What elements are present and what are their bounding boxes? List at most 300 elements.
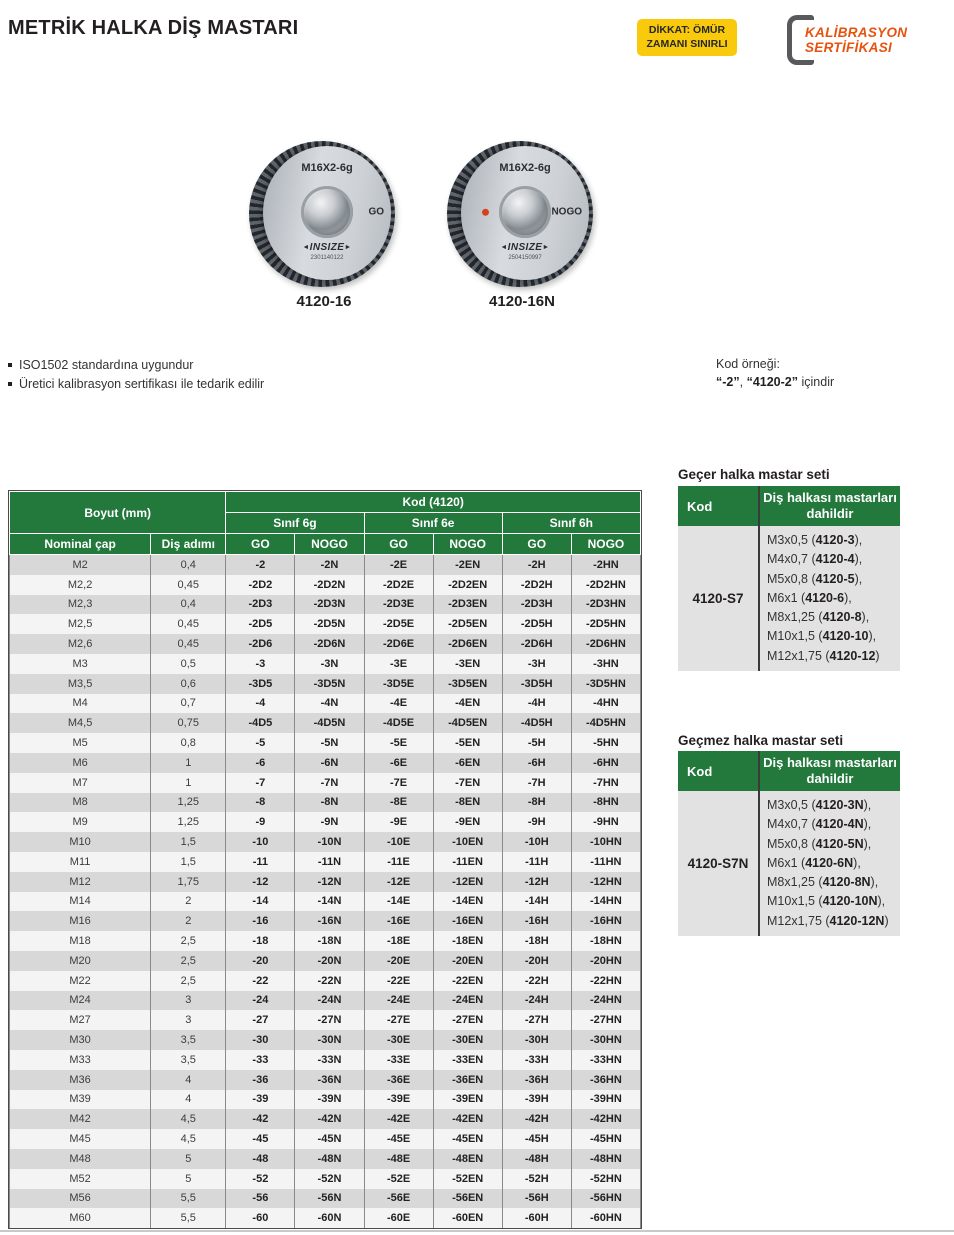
- code-cell: -52E: [364, 1169, 433, 1189]
- code-cell: -42EN: [433, 1109, 502, 1129]
- code-cell: -12EN: [433, 872, 502, 892]
- code-cell: -18E: [364, 931, 433, 951]
- code-cell: -7EN: [433, 773, 502, 793]
- product-code-label: 4120-16N: [489, 293, 555, 310]
- header-nogo: NOGO: [433, 534, 502, 555]
- code-cell: -4E: [364, 694, 433, 714]
- table-row: [10, 1149, 641, 1169]
- header-sinif-6e: Sınıf 6e: [364, 513, 502, 534]
- code-cell: -30E: [364, 1030, 433, 1050]
- size-cell: M3: [10, 654, 151, 674]
- code-cell: -2D6: [226, 634, 295, 654]
- nogo-red-dot: [482, 209, 489, 216]
- code-cell: -3N: [295, 654, 364, 674]
- code-cell: -2E: [364, 555, 433, 575]
- size-cell: M14: [10, 892, 151, 912]
- size-cell: M52: [10, 1169, 151, 1189]
- code-cell: -16EN: [433, 911, 502, 931]
- code-cell: -52N: [295, 1169, 364, 1189]
- code-cell: -33H: [502, 1050, 571, 1070]
- ring-face: [263, 146, 391, 280]
- code-cell: -12E: [364, 872, 433, 892]
- code-cell: -24EN: [433, 991, 502, 1011]
- set-item-line: M3x0,5 (4120-3N),: [767, 798, 872, 812]
- code-cell: -16E: [364, 911, 433, 931]
- code-cell: -39E: [364, 1090, 433, 1110]
- header-nogo: NOGO: [295, 534, 364, 555]
- code-example-bold1: “-2”: [716, 375, 740, 389]
- size-cell: 0,4: [151, 595, 226, 615]
- size-cell: M20: [10, 951, 151, 971]
- set-item-code: 4120-4N: [815, 817, 864, 832]
- set-item-line: M12x1,75 (4120-12): [767, 648, 880, 663]
- size-cell: M18: [10, 931, 151, 951]
- code-cell: -10: [226, 832, 295, 852]
- code-cell: -4D5EN: [433, 713, 502, 733]
- code-cell: -2D5EN: [433, 614, 502, 634]
- code-cell: -3EN: [433, 654, 502, 674]
- set-item-line: M10x1,5 (4120-10),: [767, 629, 877, 644]
- code-cell: -16: [226, 911, 295, 931]
- code-cell: -30N: [295, 1030, 364, 1050]
- code-cell: -2D6H: [502, 634, 571, 654]
- code-cell: -2D3HN: [571, 595, 640, 615]
- code-cell: -2HN: [571, 555, 640, 575]
- code-cell: -42: [226, 1109, 295, 1129]
- code-cell: -5EN: [433, 733, 502, 753]
- code-cell: -56HN: [571, 1189, 640, 1209]
- code-cell: -60N: [295, 1208, 364, 1228]
- ring-face: [461, 146, 589, 280]
- code-cell: -60: [226, 1208, 295, 1228]
- size-cell: 3,5: [151, 1050, 226, 1070]
- table-row: [10, 674, 641, 694]
- ring-marking: M16X2-6g: [301, 162, 353, 174]
- code-cell: -7H: [502, 773, 571, 793]
- code-cell: -18N: [295, 931, 364, 951]
- code-cell: -2D6E: [364, 634, 433, 654]
- code-cell: -9: [226, 812, 295, 832]
- code-cell: -8HN: [571, 793, 640, 813]
- code-cell: -39: [226, 1090, 295, 1110]
- code-cell: -36: [226, 1070, 295, 1090]
- certificate-logo-text: [805, 25, 907, 55]
- set-code: 4120-S7N: [678, 791, 758, 936]
- code-cell: -6E: [364, 753, 433, 773]
- set-item-code: 4120-5N: [815, 836, 864, 851]
- code-cell: -33: [226, 1050, 295, 1070]
- insize-brand-logo: ◄ INSIZE ►: [263, 242, 391, 253]
- code-cell: -2D5HN: [571, 614, 640, 634]
- code-cell: -48HN: [571, 1149, 640, 1169]
- code-cell: -9HN: [571, 812, 640, 832]
- code-cell: -8EN: [433, 793, 502, 813]
- table-row: [10, 872, 641, 892]
- header-nogo: NOGO: [571, 534, 640, 555]
- code-cell: -5H: [502, 733, 571, 753]
- ring-knurled-edge: [447, 141, 593, 287]
- code-cell: -33HN: [571, 1050, 640, 1070]
- code-cell: -16HN: [571, 911, 640, 931]
- code-cell: -9N: [295, 812, 364, 832]
- code-cell: -22N: [295, 971, 364, 991]
- spec-table-container: [8, 490, 642, 1229]
- table-row: [10, 812, 641, 832]
- code-cell: -2D5: [226, 614, 295, 634]
- size-cell: 5: [151, 1169, 226, 1189]
- code-cell: -20E: [364, 951, 433, 971]
- code-cell: -2: [226, 555, 295, 575]
- table-row: [10, 1109, 641, 1129]
- header-go: GO: [502, 534, 571, 555]
- code-cell: -5E: [364, 733, 433, 753]
- table-row: [10, 713, 641, 733]
- set-code: 4120-S7: [678, 526, 758, 671]
- header-boyut: Boyut (mm): [10, 492, 226, 534]
- set-item-code: 4120-3: [815, 533, 855, 547]
- table-row: [10, 832, 641, 852]
- nogo-label: NOGO: [551, 206, 582, 218]
- size-cell: 3: [151, 991, 226, 1011]
- size-cell: 5: [151, 1149, 226, 1169]
- code-cell: -2D2: [226, 575, 295, 595]
- size-cell: 1,5: [151, 832, 226, 852]
- set-item-code: 4120-6N: [805, 855, 854, 870]
- code-cell: -42HN: [571, 1109, 640, 1129]
- code-cell: -4D5HN: [571, 713, 640, 733]
- table-row: [10, 991, 641, 1011]
- size-cell: M24: [10, 991, 151, 1011]
- size-cell: 1,25: [151, 812, 226, 832]
- code-cell: -16N: [295, 911, 364, 931]
- code-cell: -11E: [364, 852, 433, 872]
- code-cell: -27: [226, 1010, 295, 1030]
- code-cell: -6HN: [571, 753, 640, 773]
- code-cell: -42E: [364, 1109, 433, 1129]
- code-cell: -33E: [364, 1050, 433, 1070]
- feature-list: [8, 356, 264, 393]
- set-item-line: M10x1,5 (4120-10N),: [767, 894, 886, 909]
- go-set-table: [678, 486, 900, 671]
- size-cell: 2,5: [151, 951, 226, 971]
- header-sinif-6g: Sınıf 6g: [226, 513, 364, 534]
- code-cell: -45H: [502, 1129, 571, 1149]
- size-cell: M2,3: [10, 595, 151, 615]
- code-example-tail: içindir: [798, 375, 835, 389]
- size-cell: M11: [10, 852, 151, 872]
- code-cell: -27EN: [433, 1010, 502, 1030]
- code-cell: -16H: [502, 911, 571, 931]
- set-item-line: M3x0,5 (4120-3),: [767, 533, 863, 547]
- code-example-note: [716, 355, 834, 391]
- feature-text: Üretici kalibrasyon sertifikası ile tedarik edilir: [19, 376, 265, 391]
- code-cell: -2D2E: [364, 575, 433, 595]
- code-cell: -2D3H: [502, 595, 571, 615]
- size-cell: M42: [10, 1109, 151, 1129]
- size-cell: 4,5: [151, 1129, 226, 1149]
- set-item-line: M8x1,25 (4120-8N),: [767, 875, 879, 890]
- product-photo-nogo-ring: [447, 141, 597, 316]
- ring-thread-hole: [301, 186, 353, 238]
- code-cell: -45HN: [571, 1129, 640, 1149]
- table-row: [10, 1129, 641, 1149]
- table-row: [10, 614, 641, 634]
- code-cell: -36N: [295, 1070, 364, 1090]
- code-cell: -30HN: [571, 1030, 640, 1050]
- ring-marking: M16X2-6g: [499, 162, 551, 174]
- set-header-contents: Diş halkası mastarları dahildir: [758, 486, 900, 526]
- size-cell: M10: [10, 832, 151, 852]
- code-cell: -48H: [502, 1149, 571, 1169]
- code-cell: -45E: [364, 1129, 433, 1149]
- size-cell: 1: [151, 753, 226, 773]
- size-cell: 1,5: [151, 852, 226, 872]
- size-cell: M4: [10, 694, 151, 714]
- code-cell: -7HN: [571, 773, 640, 793]
- set-item-code: 4120-12: [829, 648, 876, 663]
- code-cell: -22E: [364, 971, 433, 991]
- go-label: GO: [368, 206, 384, 218]
- size-cell: 1: [151, 773, 226, 793]
- code-cell: -2D3E: [364, 595, 433, 615]
- code-cell: -3D5N: [295, 674, 364, 694]
- code-cell: -8N: [295, 793, 364, 813]
- code-cell: -3D5: [226, 674, 295, 694]
- table-row: [10, 1010, 641, 1030]
- code-cell: -39EN: [433, 1090, 502, 1110]
- table-row: [10, 733, 641, 753]
- size-cell: M2,5: [10, 614, 151, 634]
- size-cell: 0,45: [151, 575, 226, 595]
- feature-item: [8, 375, 264, 394]
- product-code-label: 4120-16: [296, 293, 352, 310]
- code-cell: -14: [226, 892, 295, 912]
- code-cell: -27N: [295, 1010, 364, 1030]
- code-cell: -20: [226, 951, 295, 971]
- header-go: GO: [226, 534, 295, 555]
- product-photo-go-ring: [249, 141, 399, 316]
- code-cell: -33N: [295, 1050, 364, 1070]
- code-cell: -2D3EN: [433, 595, 502, 615]
- code-cell: -60H: [502, 1208, 571, 1228]
- size-cell: M5: [10, 733, 151, 753]
- code-cell: -6N: [295, 753, 364, 773]
- code-cell: -10EN: [433, 832, 502, 852]
- code-cell: -11: [226, 852, 295, 872]
- code-cell: -2D2N: [295, 575, 364, 595]
- code-cell: -36HN: [571, 1070, 640, 1090]
- size-cell: M30: [10, 1030, 151, 1050]
- code-cell: -7: [226, 773, 295, 793]
- code-cell: -2D5H: [502, 614, 571, 634]
- set-item-line: M6x1 (4120-6N),: [767, 855, 861, 870]
- table-row: [10, 1030, 641, 1050]
- size-cell: 2: [151, 911, 226, 931]
- code-cell: -45N: [295, 1129, 364, 1149]
- set-item-code: 4120-10: [822, 629, 869, 644]
- code-cell: -6H: [502, 753, 571, 773]
- code-cell: -6: [226, 753, 295, 773]
- warning-line-2: ZAMANI SINIRLI: [646, 37, 728, 50]
- code-cell: -45EN: [433, 1129, 502, 1149]
- code-cell: -33EN: [433, 1050, 502, 1070]
- code-cell: -3: [226, 654, 295, 674]
- size-cell: M6: [10, 753, 151, 773]
- set-item-code: 4120-10N: [822, 894, 878, 909]
- code-cell: -5HN: [571, 733, 640, 753]
- bullet-square-icon: [8, 363, 12, 367]
- size-cell: M56: [10, 1189, 151, 1209]
- set-item-line: M6x1 (4120-6),: [767, 590, 852, 605]
- set-item-line: M8x1,25 (4120-8),: [767, 610, 870, 625]
- code-cell: -5: [226, 733, 295, 753]
- code-cell: -4D5E: [364, 713, 433, 733]
- code-cell: -39N: [295, 1090, 364, 1110]
- size-cell: 0,4: [151, 555, 226, 575]
- set-item-code: 4120-3N: [815, 798, 864, 812]
- table-row: [10, 1090, 641, 1110]
- certificate-text-line1: KALİBRASYON: [805, 25, 908, 40]
- size-cell: 0,6: [151, 674, 226, 694]
- code-cell: -52EN: [433, 1169, 502, 1189]
- code-cell: -18HN: [571, 931, 640, 951]
- code-cell: -4HN: [571, 694, 640, 714]
- table-row: [10, 892, 641, 912]
- code-cell: -27E: [364, 1010, 433, 1030]
- size-cell: 4,5: [151, 1109, 226, 1129]
- code-cell: -48N: [295, 1149, 364, 1169]
- table-row: [10, 753, 641, 773]
- code-cell: -56EN: [433, 1189, 502, 1209]
- size-cell: M39: [10, 1090, 151, 1110]
- code-cell: -60EN: [433, 1208, 502, 1228]
- code-cell: -2D2H: [502, 575, 571, 595]
- code-cell: -8: [226, 793, 295, 813]
- size-cell: 4: [151, 1090, 226, 1110]
- code-cell: -6EN: [433, 753, 502, 773]
- table-row: [10, 931, 641, 951]
- spec-table-header: [10, 492, 641, 555]
- size-cell: M27: [10, 1010, 151, 1030]
- code-cell: -2D2EN: [433, 575, 502, 595]
- size-cell: 2: [151, 892, 226, 912]
- size-cell: M60: [10, 1208, 151, 1228]
- set-item-code: 4120-8: [822, 610, 862, 625]
- table-row: [10, 555, 641, 575]
- code-cell: -52: [226, 1169, 295, 1189]
- table-row: [10, 852, 641, 872]
- size-cell: M2,2: [10, 575, 151, 595]
- code-cell: -7N: [295, 773, 364, 793]
- set-header-contents: Diş halkası mastarları dahildir: [758, 751, 900, 791]
- ring-serial-number: 2504150997: [508, 255, 542, 261]
- code-cell: -27H: [502, 1010, 571, 1030]
- code-cell: -3HN: [571, 654, 640, 674]
- header-go: GO: [364, 534, 433, 555]
- code-cell: -22H: [502, 971, 571, 991]
- code-cell: -4EN: [433, 694, 502, 714]
- code-cell: -8E: [364, 793, 433, 813]
- size-cell: M4,5: [10, 713, 151, 733]
- page-bottom-divider: [0, 1230, 954, 1232]
- size-cell: M3,5: [10, 674, 151, 694]
- code-cell: -39H: [502, 1090, 571, 1110]
- table-row: [10, 793, 641, 813]
- size-cell: M9: [10, 812, 151, 832]
- code-cell: -2D5N: [295, 614, 364, 634]
- code-cell: -56: [226, 1189, 295, 1209]
- code-cell: -52H: [502, 1169, 571, 1189]
- set-header-kod: Kod: [678, 751, 758, 791]
- code-cell: -18: [226, 931, 295, 951]
- table-row: [10, 1050, 641, 1070]
- code-cell: -56H: [502, 1189, 571, 1209]
- ring-serial-number: 2301140122: [310, 255, 344, 261]
- code-cell: -2D3: [226, 595, 295, 615]
- set-item-code: 4120-4: [815, 552, 855, 567]
- code-cell: -20EN: [433, 951, 502, 971]
- table-row: [10, 911, 641, 931]
- feature-text: ISO1502 standardına uygundur: [19, 358, 194, 372]
- code-cell: -10N: [295, 832, 364, 852]
- calibration-certificate-logo: [787, 13, 917, 63]
- code-cell: -10H: [502, 832, 571, 852]
- code-cell: -24E: [364, 991, 433, 1011]
- code-cell: -24HN: [571, 991, 640, 1011]
- code-cell: -24N: [295, 991, 364, 1011]
- code-example-value: [716, 373, 834, 391]
- code-cell: -24: [226, 991, 295, 1011]
- code-cell: -3H: [502, 654, 571, 674]
- code-cell: -20HN: [571, 951, 640, 971]
- set-items: [758, 526, 900, 671]
- size-cell: M33: [10, 1050, 151, 1070]
- size-cell: 5,5: [151, 1189, 226, 1209]
- size-cell: 0,7: [151, 694, 226, 714]
- code-cell: -2D2HN: [571, 575, 640, 595]
- code-cell: -36H: [502, 1070, 571, 1090]
- size-cell: M45: [10, 1129, 151, 1149]
- set-header-kod: Kod: [678, 486, 758, 526]
- size-cell: 2,5: [151, 931, 226, 951]
- code-cell: -2D6EN: [433, 634, 502, 654]
- code-cell: -22EN: [433, 971, 502, 991]
- code-cell: -39HN: [571, 1090, 640, 1110]
- code-example-sep: ,: [739, 375, 747, 389]
- set-item-line: M12x1,75 (4120-12N): [767, 913, 889, 928]
- table-row: [10, 1070, 641, 1090]
- size-cell: 3: [151, 1010, 226, 1030]
- lifetime-warning-badge: [637, 19, 737, 56]
- code-cell: -4: [226, 694, 295, 714]
- code-cell: -10HN: [571, 832, 640, 852]
- code-cell: -4H: [502, 694, 571, 714]
- code-cell: -48: [226, 1149, 295, 1169]
- header-kod: Kod (4120): [226, 492, 641, 513]
- spec-table-body: [10, 555, 641, 1229]
- table-row: [10, 634, 641, 654]
- table-row: [10, 951, 641, 971]
- size-cell: 1,25: [151, 793, 226, 813]
- set-item-code: 4120-12N: [829, 913, 885, 928]
- code-cell: -42N: [295, 1109, 364, 1129]
- code-cell: -45: [226, 1129, 295, 1149]
- code-cell: -56N: [295, 1189, 364, 1209]
- spec-table: [9, 491, 641, 1228]
- code-example-label: Kod örneği:: [716, 357, 780, 371]
- code-cell: -4D5: [226, 713, 295, 733]
- certificate-text-line2: SERTİFİKASI: [805, 40, 893, 55]
